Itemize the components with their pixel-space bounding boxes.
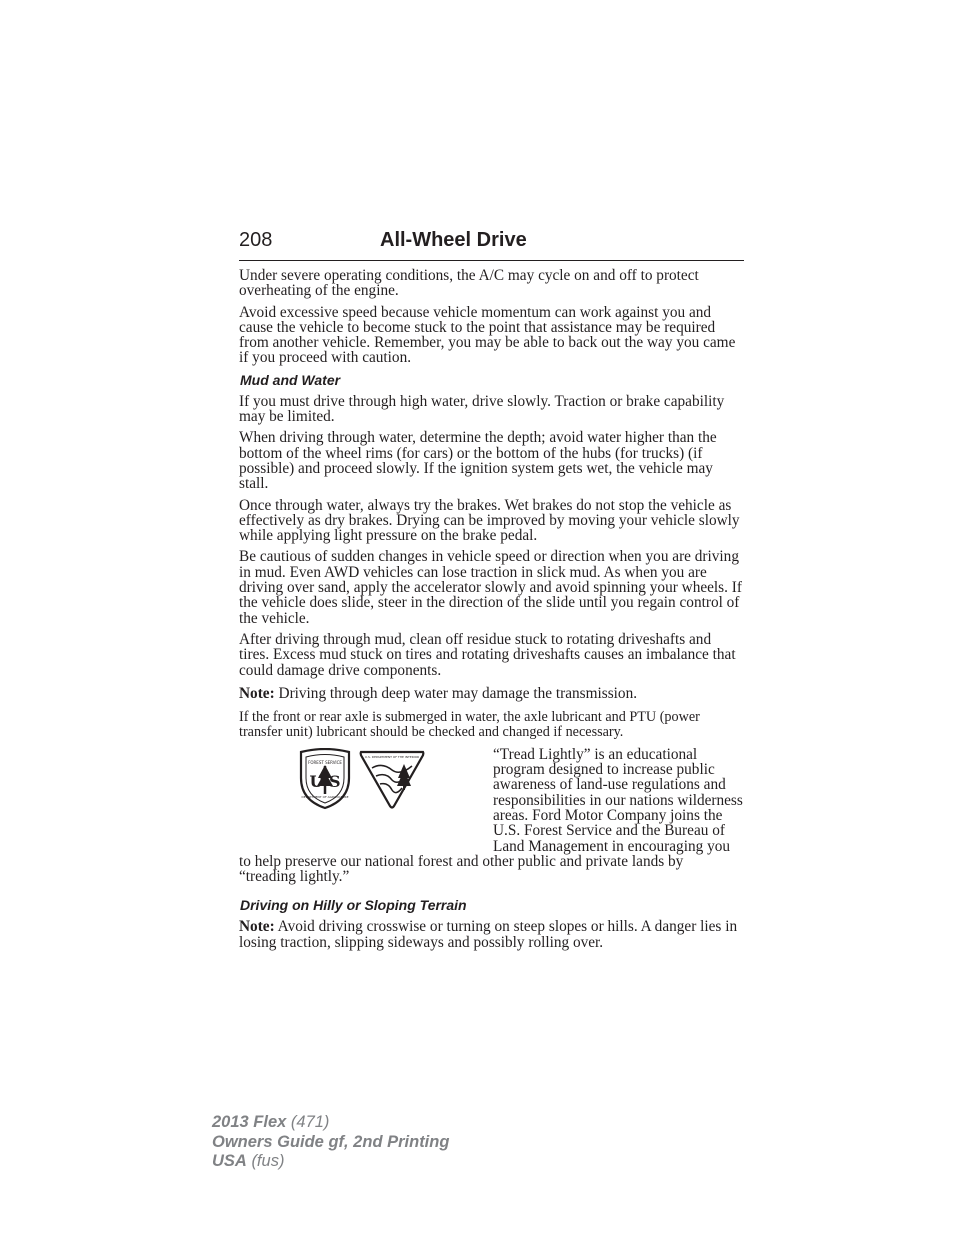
paragraph-avoid-speed: Avoid excessive speed because vehicle momentum can work against you and cause the vehicle to become stuck to the point that assistance may be required from another vehicle. Remember, you may be able to back out the way you came if you proceed with caution. bbox=[239, 303, 736, 367]
paragraph-ac-cycle: Under severe operating conditions, the A/C may cycle on and off to protect overheating of the engine. bbox=[239, 267, 699, 300]
footer-model-code: (471) bbox=[290, 1113, 330, 1131]
paragraph-water-depth: When driving through water, determine the depth; avoid water higher than the bottom of the wheel rims (for cars) or the bottom of the hubs (for trucks) (if possible) and proceed slowly. If the ignition system gets wet, the vehicle may stall. bbox=[239, 429, 717, 493]
paragraph-mud-cleanup: After driving through mud, clean off residue stuck to rotating driveshafts and tires. Excess mud stuck on tires and rotating driveshafts causes an imbalance that could damage drive components. bbox=[239, 630, 736, 679]
page-footer bbox=[212, 1113, 449, 1172]
note-text: Driving through deep water may damage the transmission. bbox=[278, 684, 638, 702]
section-heading-mud-water: Mud and Water bbox=[240, 371, 341, 388]
note-label: Note: bbox=[239, 684, 275, 702]
paragraph-high-water: If you must drive through high water, drive slowly. Traction or brake capability may be limited. bbox=[239, 392, 725, 426]
footer-model-line bbox=[212, 1113, 449, 1133]
forest-service-shield-logo bbox=[297, 748, 353, 810]
note-transmission bbox=[239, 686, 744, 701]
footer-region-line bbox=[212, 1152, 449, 1172]
page-number: 208 bbox=[239, 229, 273, 251]
section-heading-hilly-terrain: Driving on Hilly or Sloping Terrain bbox=[240, 897, 467, 914]
footer-guide-line bbox=[212, 1133, 449, 1153]
footer-region: USA bbox=[212, 1152, 247, 1170]
blm-triangle-logo bbox=[358, 748, 426, 810]
forest-service-top-text: FOREST SERVICE bbox=[308, 759, 342, 765]
forest-service-bottom-text: DEPARTMENT OF AGRICULTURE bbox=[301, 794, 349, 799]
chapter-title: All-Wheel Drive bbox=[380, 229, 527, 251]
footer-region-code: (fus) bbox=[251, 1152, 285, 1170]
blm-top-text: U.S. DEPARTMENT OF THE INTERIOR bbox=[364, 754, 420, 759]
tread-lightly-logos bbox=[239, 748, 493, 840]
footer-guide: Owners Guide gf, 2nd Printing bbox=[212, 1132, 450, 1151]
note-text: Avoid driving crosswise or turning on steep slopes or hills. A danger lies in losing traction, slipping sideways and possibly rolling over. bbox=[239, 918, 738, 951]
paragraph-mud-caution: Be cautious of sudden changes in vehicle speed or direction when you are driving in mud. Even AWD vehicles can lose traction in slick mud. As when you are driving over sand, apply the accelerator slowly and avoid spinning your wheels. If the vehicle does slide, steer in the direction of the slide until you regain control of the vehicle. bbox=[239, 548, 742, 627]
paragraph-axle-submerged: If the front or rear axle is submerged in water, the axle lubricant and PTU (power transfer unit) lubricant should be checked and changed if necessary. bbox=[239, 709, 700, 741]
paragraph-wet-brakes: Once through water, always try the brakes. Wet brakes do not stop the vehicle as effectively as dry brakes. Drying can be improved by moving your vehicle slowly while applying light pressure on the brake pedal. bbox=[239, 496, 740, 545]
forest-service-center-text: U S bbox=[309, 771, 341, 791]
page-body bbox=[239, 268, 744, 956]
tread-lightly-section bbox=[239, 747, 744, 891]
page-header bbox=[239, 229, 744, 261]
paragraph-tread-lightly: “Tread Lightly” is an educational program designed to increase public awareness of land-use regulations and responsibilities in our nations wilderness areas. Ford Motor Company joins the U.S. Forest Service and the Bureau of Land Management in encouraging you to help preserve our national forest and other public and private lands by “treading lightly.” bbox=[239, 745, 743, 886]
footer-model: 2013 Flex bbox=[212, 1113, 287, 1131]
note-slopes bbox=[239, 919, 744, 950]
note-label: Note: bbox=[239, 918, 275, 936]
